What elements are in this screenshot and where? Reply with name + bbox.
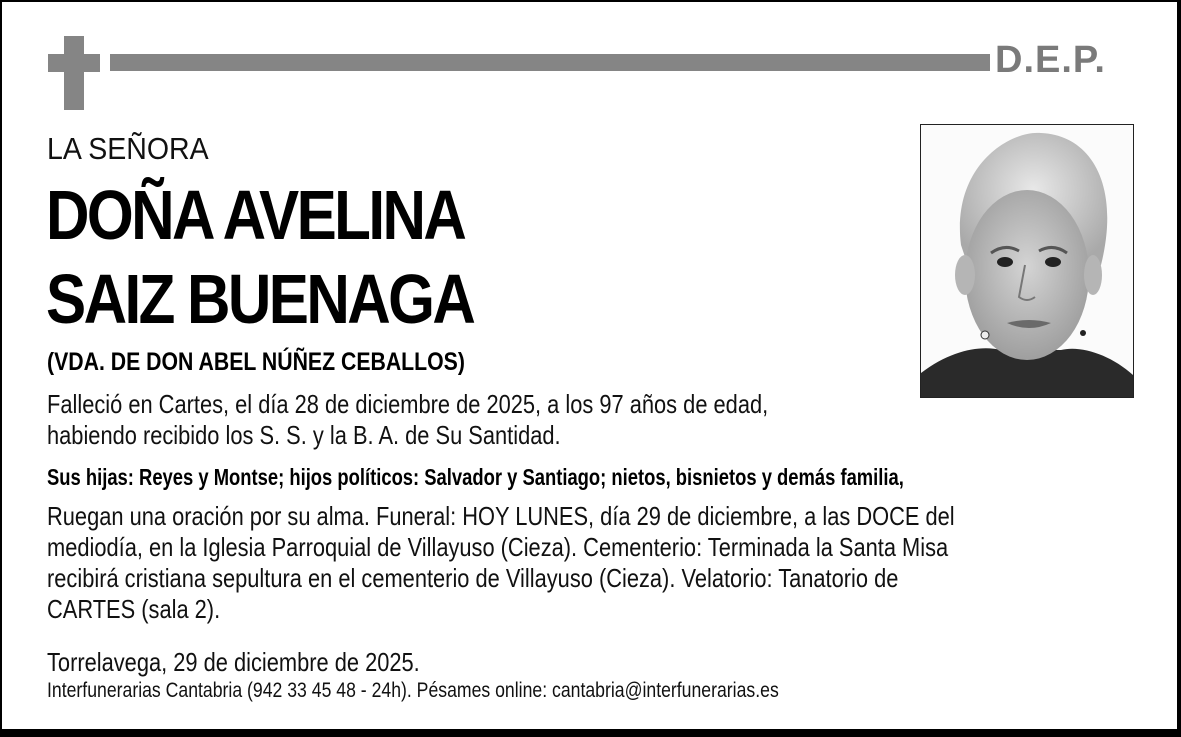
portrait-photo: [920, 124, 1134, 398]
cross-icon-bar: [48, 54, 100, 72]
funeral-line3: recibirá cristiana sepultura en el cementerio de Villayuso (Cieza). Velatorio: Tanatorio de: [47, 563, 899, 593]
death-notice-line2: habiendo recibido los S. S. y la B. A. de Su Santidad.: [47, 420, 561, 450]
header-rule: [110, 54, 990, 71]
funeral-line2: mediodía, en la Iglesia Parroquial de Villayuso (Cieza). Cementerio: Terminada la Santa Misa: [47, 532, 949, 562]
deceased-name-line1: DOÑA AVELINA: [46, 176, 465, 254]
family-list: Sus hijas: Reyes y Montse; hijos políticos: Salvador y Santiago; nietos, bisnietos y demás familia,: [47, 464, 904, 490]
honorific-title: LA SEÑORA: [47, 131, 209, 166]
deceased-name-line2: SAIZ BUENAGA: [46, 260, 474, 338]
cross-icon: [64, 36, 84, 110]
portrait-image: [921, 125, 1133, 397]
funeral-home-contact: Interfunerarias Cantabria (942 33 45 48 - 24h). Pésames online: cantabria@interfunerarias.es: [47, 679, 779, 702]
obituary-card: [2, 2, 1177, 729]
funeral-line1: Ruegan una oración por su alma. Funeral: HOY LUNES, día 29 de diciembre, a las DOCE del: [47, 501, 955, 531]
widow-of: (VDA. DE DON ABEL NÚÑEZ CEBALLOS): [47, 348, 465, 376]
funeral-line4: CARTES (sala 2).: [47, 594, 221, 624]
dep-label: D.E.P.: [995, 39, 1106, 81]
death-notice-line1: Falleció en Cartes, el día 28 de diciembre de 2025, a los 97 años de edad,: [47, 389, 769, 419]
place-date: Torrelavega, 29 de diciembre de 2025.: [47, 647, 420, 677]
